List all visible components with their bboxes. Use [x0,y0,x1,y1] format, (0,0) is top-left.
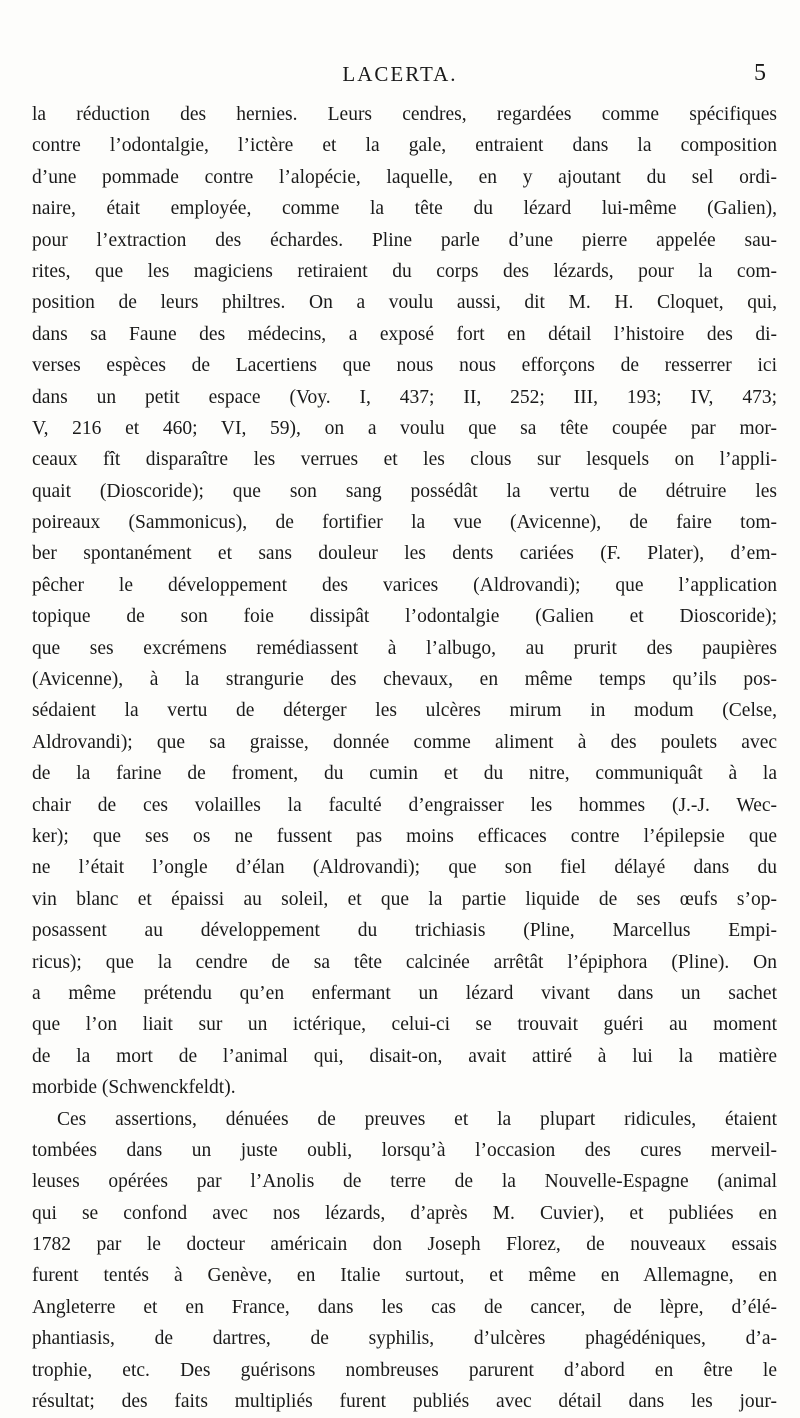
text-line: dans un petit espace (Voy. I, 437; II, 252; III, 193; IV, 473; [32,386,777,408]
running-title: LACERTA. [342,62,458,86]
text-line: dans sa Faune des médecins, a exposé fort en détail l’histoire des di- [32,323,777,345]
text-line: ker); que ses os ne fussent pas moins efficaces contre l’épilepsie que [32,825,777,847]
text-line: morbide (Schwenckfeldt). [32,1077,236,1099]
text-line: qui se confond avec nos lézards, d’après M. Cuvier), et publiées en [32,1202,777,1224]
text-line: tombées dans un juste oubli, lorsqu’à l’occasion des cures merveil- [32,1139,777,1161]
text-line: que ses excrémens remédiassent à l’albugo, au prurit des paupières [32,637,777,659]
text-line: Ces assertions, dénuées de preuves et la plupart ridicules, étaient [57,1108,777,1130]
text-line: leuses opérées par l’Anolis de terre de la Nouvelle-Espagne (animal [32,1171,777,1193]
text-line: la réduction des hernies. Leurs cendres, regardées comme spécifiques [32,104,777,125]
text-line: de la farine de froment, du cumin et du nitre, communiquât à la [32,763,777,785]
text-line: sédaient la vertu de déterger les ulcères mirum in modum (Celse, [32,700,777,722]
text-line: (Avicenne), à la strangurie des chevaux, en même temps qu’ils pos- [32,669,777,691]
text-line: posassent au développement du trichiasis (Pline, Marcellus Empi- [32,920,777,942]
text-line: ne l’était l’ongle d’élan (Aldrovandi); que son fiel délayé dans du [32,857,777,879]
text-line: furent tentés à Genève, en Italie surtout, et même en Allemagne, en [32,1265,777,1287]
text-line: verses espèces de Lacertiens que nous nous efforçons de resserrer ici [32,355,777,377]
text-line: vin blanc et épaissi au soleil, et que la partie liquide de ses œufs s’op- [32,888,777,910]
text-line: a même prétendu qu’en enfermant un lézard vivant dans un sachet [32,982,777,1004]
text-line: ceaux fît disparaître les verrues et les clous sur lesquels on l’appli- [32,449,777,471]
text-line: Aldrovandi); que sa graisse, donnée comme aliment à des poulets avec [32,731,777,753]
text-line: chair de ces volailles la faculté d’engraisser les hommes (J.-J. Wec- [32,794,777,816]
text-line: contre l’odontalgie, l’ictère et la gale, entraient dans la composition [32,135,777,157]
page-number: 5 [754,60,766,86]
text-line: que l’on liait sur un ictérique, celui-ci se trouvait guéri au moment [32,1014,777,1036]
page-header [32,62,768,96]
text-line: V, 216 et 460; VI, 59), on a voulu que sa tête coupée par mor- [32,417,777,439]
text-line: naire, était employée, comme la tête du lézard lui-même (Galien), [32,198,777,220]
text-line: topique de son foie dissipât l’odontalgie (Galien et Dioscoride); [32,606,777,628]
text-line: pour l’extraction des échardes. Pline parle d’une pierre appelée sau- [32,229,777,251]
text-line: position de leurs philtres. On a voulu aussi, dit M. H. Cloquet, qui, [32,292,777,314]
text-line: ricus); que la cendre de sa tête calcinée arrêtât l’épiphora (Pline). On [32,951,777,973]
text-line: poireaux (Sammonicus), de fortifier la vue (Avicenne), de faire tom- [32,512,777,534]
text-line: résultat; des faits multipliés furent publiés avec détail dans les jour- [32,1391,777,1413]
text-line: pêcher le développement des varices (Aldrovandi); que l’application [32,574,777,596]
text-line: quait (Dioscoride); que son sang possédât la vertu de détruire les [32,480,777,502]
text-line: rites, que les magiciens retiraient du corps des lézards, pour la com- [32,260,777,282]
body-text [32,99,777,1417]
text-line: 1782 par le docteur américain don Joseph Florez, de nouveaux essais [32,1234,777,1256]
text-line: d’une pommade contre l’alopécie, laquelle, en y ajoutant du sel ordi- [32,166,777,188]
text-line: trophie, etc. Des guérisons nombreuses parurent d’abord en être le [32,1359,777,1381]
text-line: Angleterre et en France, dans les cas de cancer, de lèpre, d’élé- [32,1296,777,1318]
text-line: phantiasis, de dartres, de syphilis, d’ulcères phagédéniques, d’a- [32,1328,777,1350]
text-line: ber spontanément et sans douleur les dents cariées (F. Plater), d’em- [32,543,777,565]
text-line: de la mort de l’animal qui, disait-on, avait attiré à lui la matière [32,1045,777,1067]
